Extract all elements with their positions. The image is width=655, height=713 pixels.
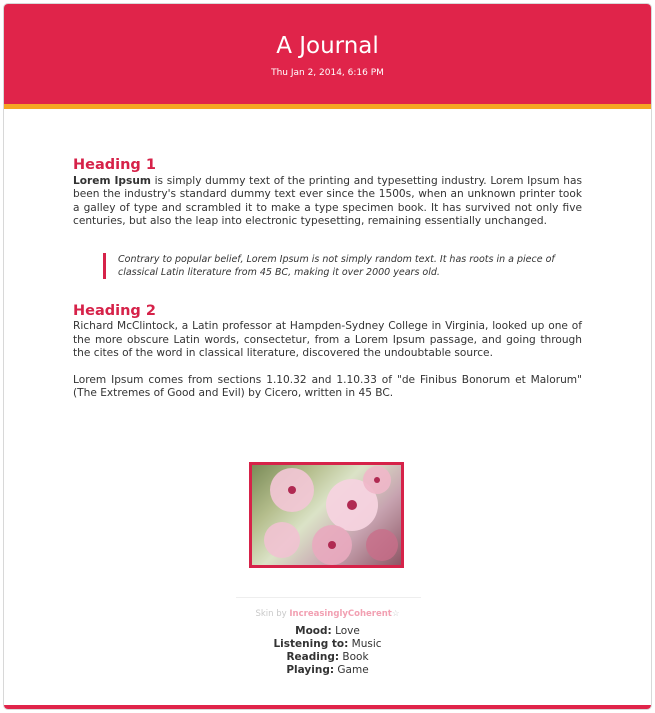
journal-meta	[4, 625, 651, 677]
mood-value: Love	[335, 625, 360, 637]
listening-label: Listening to:	[273, 638, 349, 650]
meta-listening	[4, 638, 651, 651]
paragraph-1-text: is simply dummy text of the printing and typesetting industry. Lorem Ipsum has been the industry's standard dummy text ever since the 1500s, when an unknown printer took a galley of type and scrambled it to make a type specimen book. It has survived not only five centuries, but also the leap into electronic typesetting, remaining essentially unchanged.	[73, 174, 582, 227]
reading-value: Book	[342, 651, 369, 663]
journal-title: A Journal	[276, 33, 379, 59]
cherry-blossom-image	[249, 462, 404, 568]
heading-1: Heading 1	[73, 157, 156, 173]
paragraph-3: Lorem Ipsum comes from sections 1.10.32 and 1.10.33 of "de Finibus Bonorum et Malorum" (The Extremes of Good and Evil) by Cicero, written in 45 BC.	[73, 373, 582, 399]
footer-bar	[4, 705, 651, 709]
mood-label: Mood:	[295, 625, 332, 637]
meta-mood	[4, 625, 651, 638]
journal-frame	[3, 3, 652, 710]
star-icon[interactable]: ☆	[391, 609, 400, 619]
skin-author-link[interactable]: IncreasinglyCoherent	[289, 609, 392, 619]
journal-header	[4, 4, 651, 109]
skin-prefix: Skin by	[255, 609, 290, 619]
skin-credit	[4, 609, 651, 619]
blockquote: Contrary to popular belief, Lorem Ipsum is not simply random text. It has roots in a piece of classical Latin literature from 45 BC, making it over 2000 years old.	[103, 253, 558, 279]
journal-date: Thu Jan 2, 2014, 6:16 PM	[271, 68, 384, 78]
reading-label: Reading:	[286, 651, 340, 663]
meta-playing	[4, 664, 651, 677]
journal-body	[73, 159, 582, 401]
blossom-illustration	[252, 465, 401, 565]
meta-reading	[4, 651, 651, 664]
playing-value: Game	[337, 664, 369, 676]
listening-value: Music	[351, 638, 382, 650]
paragraph-1	[73, 175, 582, 229]
heading-2: Heading 2	[73, 302, 156, 319]
paragraph-1-bold: Lorem Ipsum	[73, 174, 151, 187]
footer-divider	[236, 597, 421, 598]
playing-label: Playing:	[286, 664, 335, 676]
paragraph-2: Richard McClintock, a Latin professor at Hampden-Sydney College in Virginia, looked up one of the more obscure Latin words, consectetur, from a Lorem Ipsum passage, and going through the cites of the word in classical literature, discovered the undoubtable source.	[73, 320, 582, 359]
